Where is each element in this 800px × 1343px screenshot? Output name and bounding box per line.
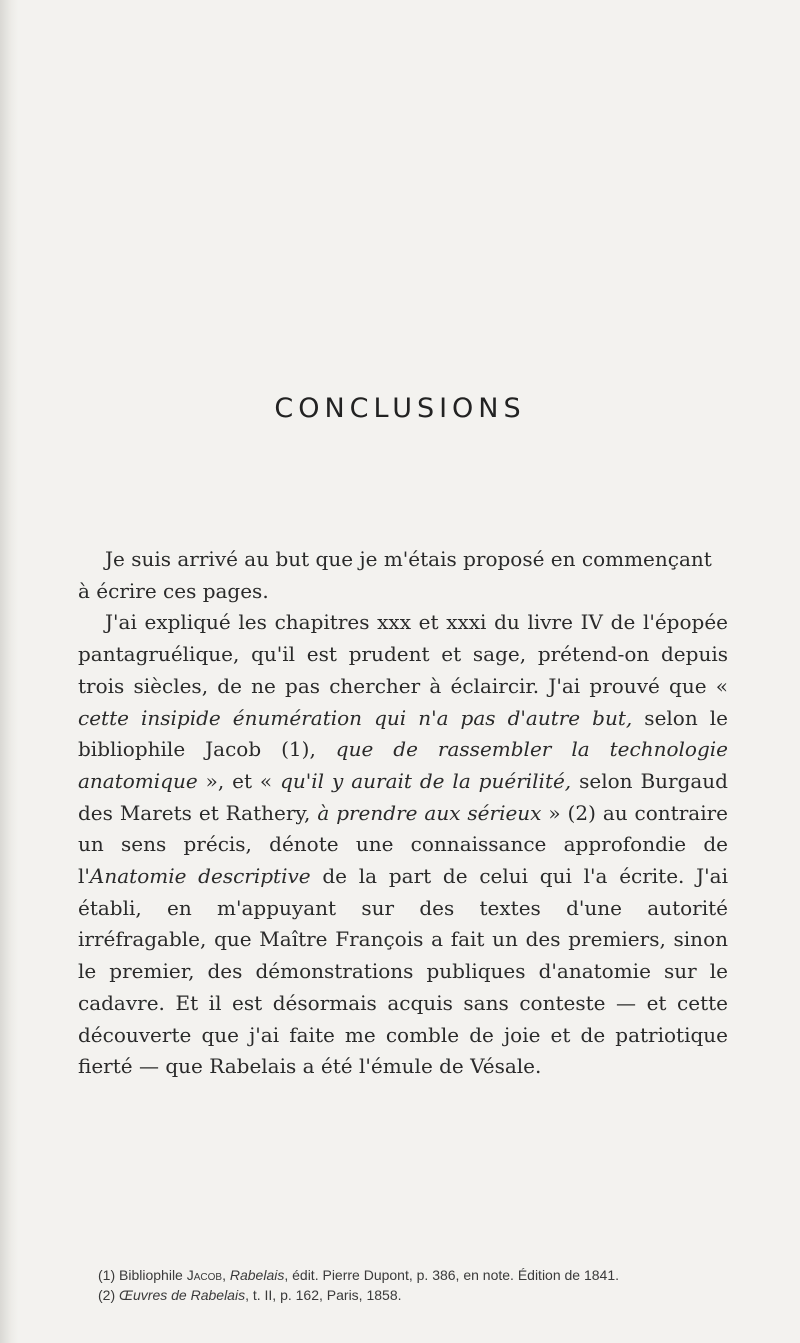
text-run: » (2) au contraire un sens précis, dénote une connaissance approfondie de l': [78, 800, 728, 889]
book-title: Anatomie descriptive: [89, 864, 311, 889]
footnote-text: , t. II, p. 162, Paris, 1858.: [245, 1287, 402, 1303]
quote-2: que de rassembler la technologie anatomique: [78, 737, 728, 793]
quote-4: à prendre aux sérieux: [317, 800, 542, 825]
footnotes: [78, 1265, 728, 1305]
paragraph-1: Je suis arrivé au but que je m'étais proposé en commençant à écrire ces pages.: [78, 547, 712, 603]
footnote-2: [78, 1285, 728, 1305]
text-run: selon Burgaud des Marets et Rathery,: [78, 768, 728, 825]
text-run: selon le bibliophile Jacob (1),: [78, 705, 729, 762]
paragraph-2: [78, 607, 728, 1083]
footnote-number: (1): [98, 1267, 116, 1283]
footnote-work: Œuvres de Rabelais: [115, 1287, 246, 1303]
footnote-text: ,: [222, 1267, 230, 1283]
page-title: CONCLUSIONS: [274, 393, 526, 424]
text-run: de la part de celui qui l'a écrite. J'ai établi, en m'appuyant sur des textes d'une autorité irréfragable, que Maître François a fait un des premiers, sinon le premier, des démonstrations publiques d'anatomie sur le cadavre. Et il est désormais acquis sans conteste — et cette découverte que j'ai faite me comble de joie et de patriotique fierté — que Rabelais a été l'émule de Vésale.: [78, 864, 729, 1079]
text-run: J'ai expliqué les chapitres xxx et xxxi du livre IV de l'épopée pantagruélique, qu'il est prudent et sage, prétend-on depuis trois siècles, de ne pas chercher à éclaircir. J'ai prouvé que «: [78, 610, 728, 698]
footnote-number: (2): [98, 1287, 116, 1303]
footnote-text: Bibliophile: [115, 1267, 187, 1283]
footnote-author: Jacob: [186, 1267, 223, 1283]
footnote-1: [78, 1265, 728, 1285]
page-edge: [0, 0, 18, 1343]
footnote-work: Rabelais: [229, 1267, 285, 1283]
text-run: », et «: [197, 768, 281, 793]
quote-3: qu'il y aurait de la puérilité,: [280, 768, 572, 793]
quote-1: cette insipide énumération qui n'a pas d'autre but,: [78, 705, 633, 730]
body-text: [78, 544, 728, 1083]
footnote-text: , édit. Pierre Dupont, p. 386, en note. Édition de 1841.: [284, 1267, 620, 1283]
